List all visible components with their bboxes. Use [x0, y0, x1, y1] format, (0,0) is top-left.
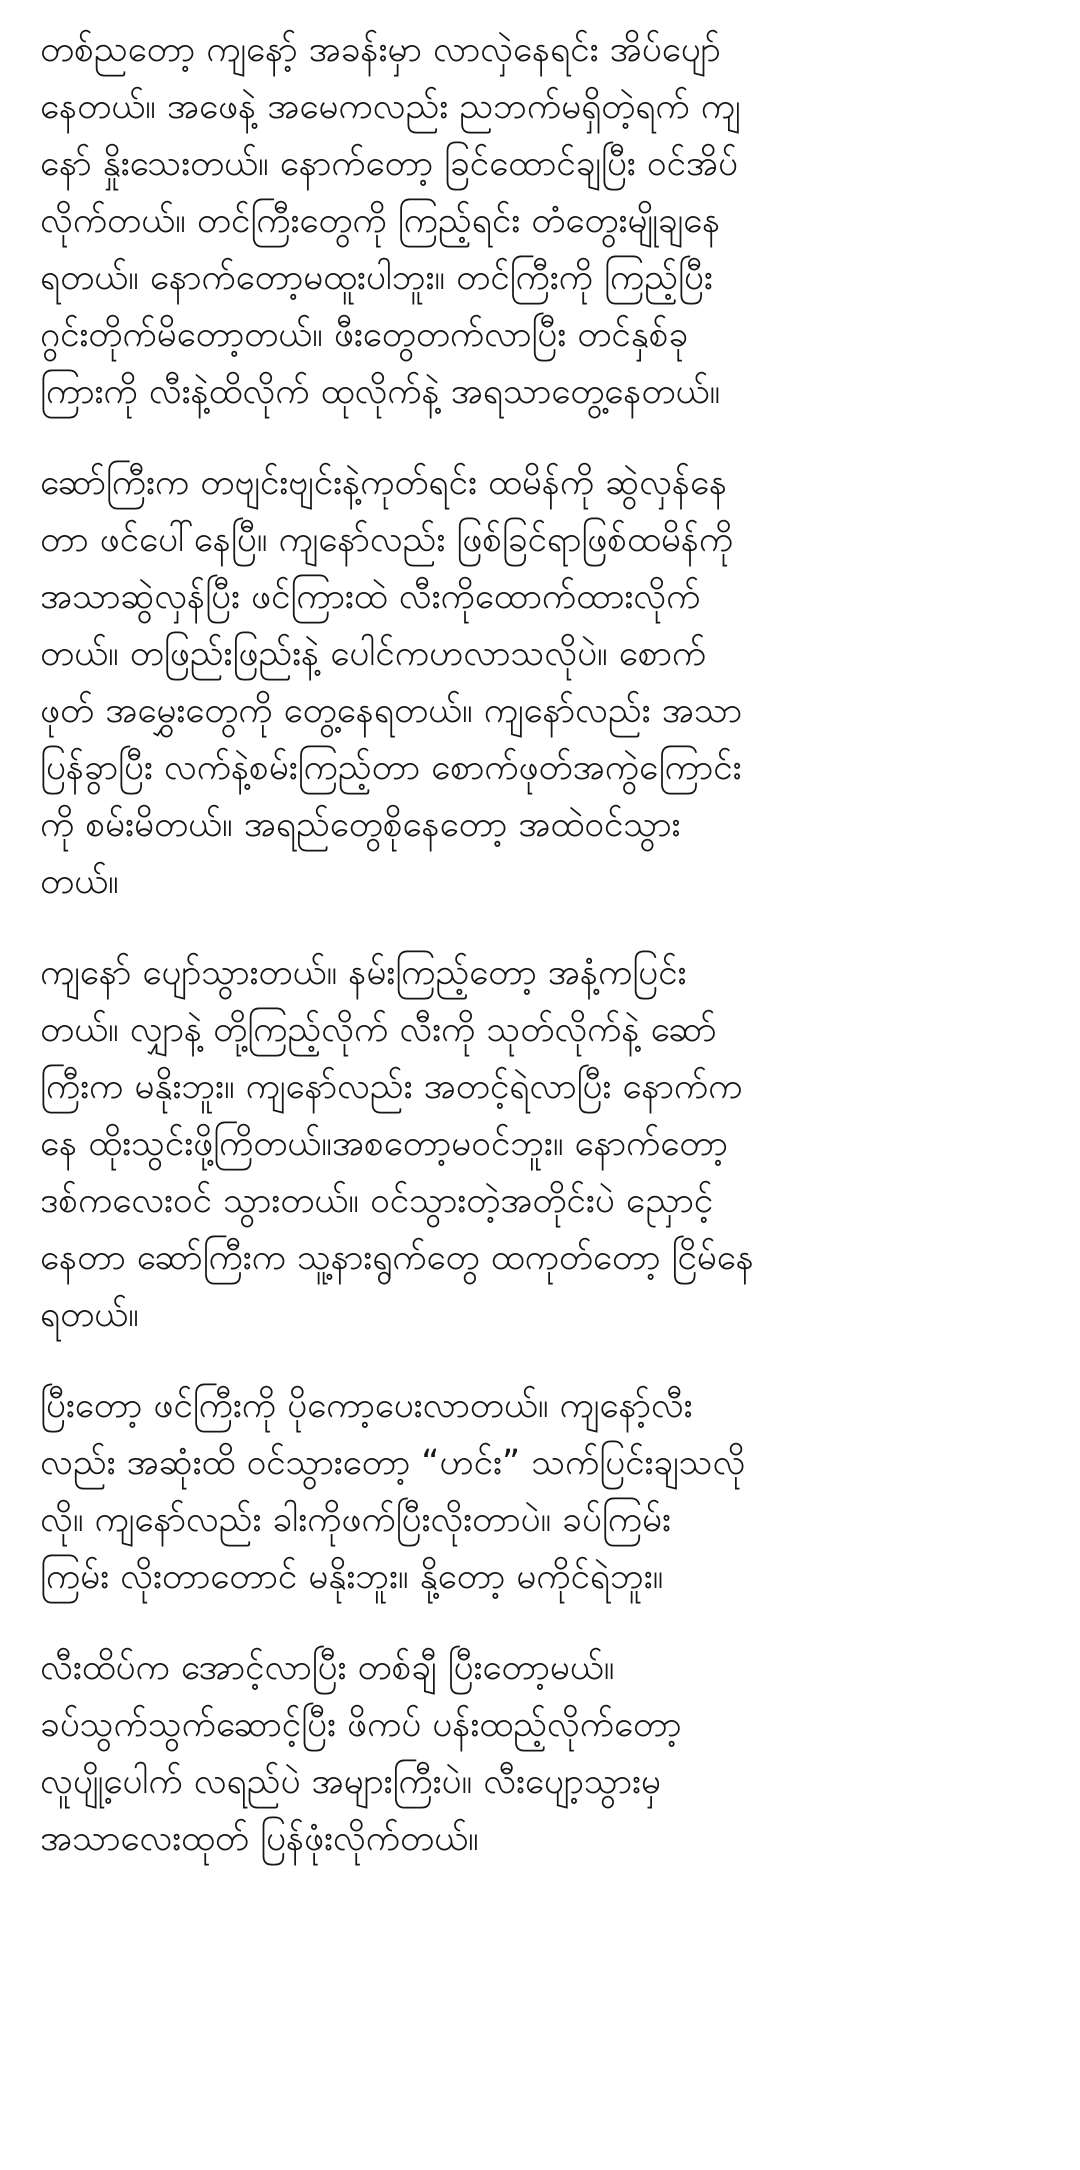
- text-line: လူပျို့ပေါက် လရည်ပဲ အများကြီးပဲ။ လီးပျော့သွားမှ: [40, 1762, 661, 1802]
- text-line: ဒစ်ကလေးဝင် သွားတယ်။ ဝင်သွားတဲ့အတိုင်းပဲ ညှောင့်: [40, 1181, 714, 1221]
- text-line: တာ ဖင်ပေါ်နေပြီ။ ကျနော်လည်း ဖြစ်ခြင်ရာဖြစ်ထမိန်ကို: [40, 520, 734, 560]
- text-line: ကြီးက မနိုးဘူး။ ကျနော်လည်း အတင့်ရဲလာပြီး နောက်က: [40, 1067, 743, 1107]
- text-line: နေ ထိုးသွင်းဖို့ကြိတယ်။အစတော့မဝင်ဘူး။ နောက်တော့: [40, 1124, 728, 1164]
- text-line: နေတယ်။ အဖေနဲ့ အမေကလည်း ညဘက်မရှိတဲ့ရက် ကျ: [40, 87, 741, 127]
- text-line: လည်း အဆုံးထိ ဝင်သွားတော့ “ဟင်း” သက်ပြင်းချသလို: [40, 1443, 746, 1483]
- text-line: ခပ်သွက်သွက်ဆောင့်ပြီး ဖိကပ် ပန်းထည့်လိုက်တော့: [40, 1705, 682, 1745]
- story-text: [40, 22, 1046, 1868]
- text-line: ရတယ်။: [40, 1295, 139, 1335]
- text-line: ကြမ်း လိုးတာတောင် မနိုးဘူး။ နို့တော့ မကိုင်ရဲဘူး။: [40, 1557, 664, 1597]
- text-line: တယ်။: [40, 862, 119, 902]
- text-line: တစ်ညတော့ ကျနော့် အခန်းမှာ လာလှဲနေရင်း အိပ်ပျော်: [40, 30, 721, 70]
- paragraph-5: [40, 1640, 1046, 1868]
- text-line: ပြန်ခွာပြီး လက်နဲ့စမ်းကြည့်တာ စောက်ဖုတ်အကွဲကြောင်း: [40, 748, 742, 788]
- text-line: တယ်။ လျှာနဲ့ တို့ကြည့်လိုက် လီးကို သုတ်လိုက်နဲ့ ဆော်: [40, 1010, 717, 1050]
- text-line: ဖုတ် အမွှေးတွေကို တွေ့နေရတယ်။ ကျနော်လည်း အသာ: [40, 691, 743, 731]
- text-line: လီးထိပ်က အောင့်လာပြီး တစ်ချီ ပြီးတော့မယ်။: [40, 1648, 615, 1688]
- text-line: တယ်။ တဖြည်းဖြည်းနဲ့ ပေါင်ကဟလာသလိုပဲ။ စောက်: [40, 634, 707, 674]
- paragraph-3: [40, 945, 1046, 1344]
- paragraph-4: [40, 1378, 1046, 1606]
- text-line: ဂွင်းတိုက်မိတော့တယ်။ ဖီးတွေတက်လာပြီး တင်နှစ်ခု: [40, 315, 689, 355]
- text-line: ကြားကို လီးနဲ့ထိလိုက် ထုလိုက်နဲ့ အရသာတွေ့နေတယ်။: [40, 372, 721, 412]
- text-line: နေတာ ဆော်ကြီးက သူ့နားရွက်တွေ ထကုတ်တော့ ငြိမ်နေ: [40, 1238, 754, 1278]
- text-line: ကို စမ်းမိတယ်။ အရည်တွေစိုနေတော့ အထဲဝင်သွား: [40, 805, 681, 845]
- text-line: ကျနော် ပျော်သွားတယ်။ နမ်းကြည့်တော့ အနံ့ကပြင်း: [40, 953, 687, 993]
- text-line: လို။ ကျနော်လည်း ခါးကိုဖက်ပြီးလိုးတာပဲ။ ခပ်ကြမ်း: [40, 1500, 671, 1540]
- text-line: လိုက်တယ်။ တင်ကြီးတွေကို ကြည့်ရင်း တံတွေးမျိုချနေ: [40, 201, 721, 241]
- paragraph-2: [40, 455, 1046, 911]
- text-line: အသာဆွဲလှန်ပြီး ဖင်ကြားထဲ လီးကိုထောက်ထားလိုက်: [40, 577, 701, 617]
- text-line: ပြီးတော့ ဖင်ကြီးကို ပိုကော့ပေးလာတယ်။ ကျနော့်လီး: [40, 1386, 693, 1426]
- text-line: နော် နှိုးသေးတယ်။ နောက်တော့ ခြင်ထောင်ချပြီး ဝင်အိပ်: [40, 144, 738, 184]
- text-line: ဆော်ကြီးက တဗျင်းဗျင်းနဲ့ကုတ်ရင်း ထမိန်ကို ဆွဲလှန်နေ: [40, 463, 728, 503]
- text-line: အသာလေးထုတ် ပြန်ဖုံးလိုက်တယ်။: [40, 1819, 479, 1859]
- text-line: ရတယ်။ နောက်တော့မထူးပါဘူး။ တင်ကြီးကို ကြည့်ပြီး: [40, 258, 713, 298]
- paragraph-1: [40, 22, 1046, 421]
